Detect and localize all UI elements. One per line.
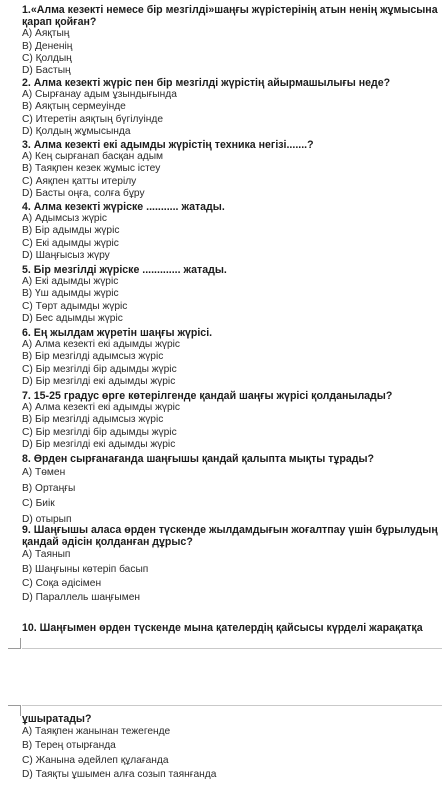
question-10-option-c: С) Жанына әдейлеп құлағанда — [22, 754, 169, 766]
question-3-option-b: В) Таяқпен кезек жұмыс істеу — [22, 163, 161, 175]
page-break-rule-top — [22, 648, 442, 649]
question-3 — [22, 139, 442, 200]
question-2-text: 2. Алма кезекті жүріс пен бір мезгілді жүрістің айырмашылығы неде? — [22, 77, 391, 89]
question-6-text: 6. Ең жылдам жүретін шаңғы жүрісі. — [22, 327, 213, 339]
question-9 — [22, 524, 442, 605]
question-8-option-c: С) Биік — [22, 498, 55, 510]
question-6-option-a: А) Алма кезекті екі адымды жүріс — [22, 339, 181, 351]
question-9-option-b: В) Шаңғыны көтеріп басып — [22, 563, 149, 575]
question-8 — [22, 453, 442, 527]
question-2 — [22, 77, 442, 138]
question-8-option-a: А) Төмен — [22, 467, 66, 479]
question-6-option-d: D) Бір мезгілді екі адымды жүріс — [22, 375, 176, 387]
question-5-option-b: В) Үш адымды жүріс — [22, 288, 119, 300]
question-7-option-d: D) Бір мезгілді екі адымды жүріс — [22, 438, 176, 450]
question-4-option-a: А) Адымсыз жүріс — [22, 213, 107, 225]
question-3-text: 3. Алма кезекті екі адымды жүрістің техника негізі.......? — [22, 139, 314, 151]
question-7-option-c: С) Бір мезгілді бір адымды жүріс — [22, 426, 177, 438]
question-10-text-line-2: ұшыратады? — [22, 713, 92, 725]
question-10-option-a: А) Таяқпен жанынан тежегенде — [22, 726, 171, 738]
question-4-option-c: С) Екі адымды жүріс — [22, 237, 119, 249]
question-7-text: 7. 15-25 градус өрге көтерілгенде қандай шаңғы жүрісі қолданылады? — [22, 390, 393, 402]
question-7-option-b: В) Бір мезгілді адымсыз жүріс — [22, 414, 164, 426]
question-8-option-b: В) Ортаңғы — [22, 482, 76, 494]
question-1-text-line-2: қарап қойған? — [22, 16, 97, 29]
question-6-option-c: С) Бір мезгілді бір адымды жүріс — [22, 363, 177, 375]
question-7-option-a: А) Алма кезекті екі адымды жүріс — [22, 402, 181, 414]
question-6-option-b: В) Бір мезгілді адымсыз жүріс — [22, 351, 164, 363]
question-9-text-line-2: қандай әдісін қолданған дұрыс? — [22, 536, 193, 549]
question-5-option-a: А) Екі адымды жүріс — [22, 276, 119, 288]
question-1 — [22, 4, 442, 77]
question-2-option-a: А) Сырғанау адым ұзындығында — [22, 89, 177, 101]
question-9-option-c: С) Соқа әдісімен — [22, 577, 102, 589]
question-3-option-a: А) Кең сырғанап басқан адым — [22, 151, 164, 163]
question-3-option-c: С) Аяқпен қатты итерілу — [22, 175, 137, 187]
question-10-text-line-1: 10. Шаңғымен өрден түскенде мына қателердің қайсысы күрделі жарақатқа — [22, 622, 423, 634]
question-5-option-c: С) Төрт адымды жүріс — [22, 300, 128, 312]
question-9-option-a: А) Таянып — [22, 549, 71, 561]
question-1-option-d: D) Бастың — [22, 65, 71, 77]
question-3-option-d: D) Басты оңға, солға бұру — [22, 187, 145, 199]
question-4-option-b: В) Бір адымды жүріс — [22, 225, 120, 237]
question-1-option-b: В) Дененің — [22, 40, 73, 52]
page-break-corner-bottom — [8, 705, 21, 716]
question-2-option-b: В) Аяқтың сермеуінде — [22, 101, 126, 113]
question-8-option-d: D) отырып — [22, 513, 72, 525]
question-5-option-d: D) Бес адымды жүріс — [22, 312, 123, 324]
question-10-option-d: D) Таяқты ұшымен алға созып таянғанда — [22, 768, 217, 780]
page-break-rule-bottom — [22, 705, 442, 706]
question-2-option-c: С) Итеретін аяқтың бүгілуінде — [22, 113, 164, 125]
question-9-option-d: D) Параллель шаңғымен — [22, 592, 140, 604]
question-1-text-line-1: 1.«Алма кезекті немесе бір мезгілді»шаңғы жүрістерінің атын ненің жұмысына — [22, 4, 438, 16]
question-2-option-d: D) Қолдың жұмысында — [22, 125, 131, 137]
page-break-corner-top — [8, 638, 21, 649]
question-7 — [22, 390, 442, 451]
question-4-option-d: D) Шаңғысыз жүру — [22, 249, 110, 261]
question-1-option-a: А) Аяқтың — [22, 28, 70, 40]
question-5-text: 5. Бір мезгілді жүріске ............. жатады. — [22, 264, 227, 276]
question-4-text: 4. Алма кезекті жүріске ........... жатады. — [22, 201, 225, 213]
question-1-option-c: С) Қолдың — [22, 52, 72, 64]
question-8-text: 8. Өрден сырғанағанда шаңғышы қандай қалыпта мықты тұрады? — [22, 453, 374, 465]
question-9-text-line-1: 9. Шаңғышы алаcа өрден түскенде жылдамдығын жоғалтпау үшін бұрылудың — [22, 524, 438, 536]
question-4 — [22, 201, 442, 262]
question-6 — [22, 327, 442, 388]
question-5 — [22, 264, 442, 325]
question-10-option-b: В) Терең отырғанда — [22, 740, 116, 752]
question-10-continuation — [22, 713, 442, 782]
